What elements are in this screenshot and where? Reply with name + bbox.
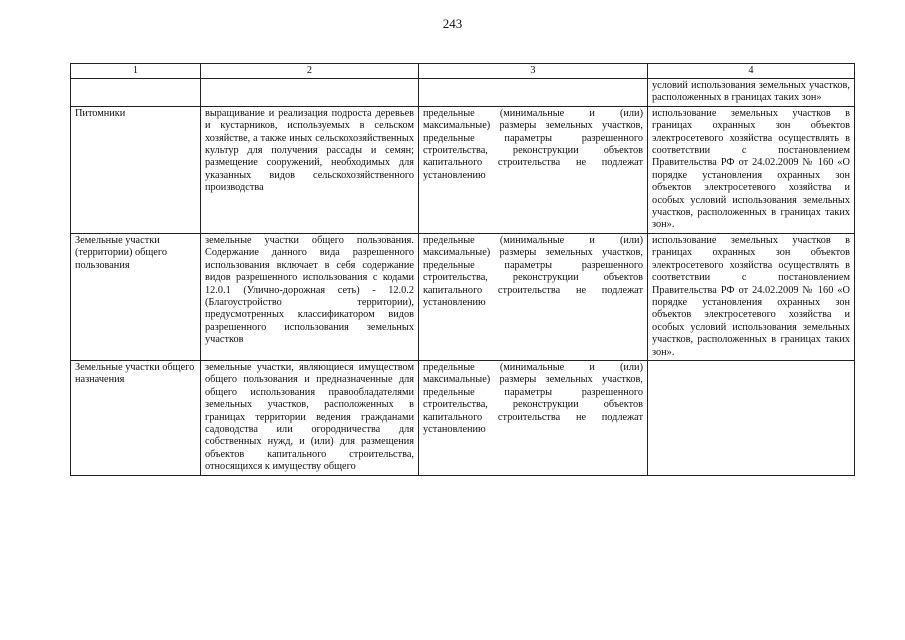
- table-cell: предельные (минимальные и (или) максимальные) размеры земельных участков, предельные параметры разрешенного строительства, реконструкции объектов капитального строительства не подлежат установлению: [419, 233, 648, 360]
- table-cell: предельные (минимальные и (или) максимальные) размеры земельных участков, предельные параметры разрешенного строительства, реконструкции объектов капитального строительства не подлежат установлению: [419, 106, 648, 233]
- table-header-row: [71, 64, 855, 79]
- table-cell: земельные участки, являющиеся имуществом общего пользования и предназначенные для общего использования правообладателями земельных участков, расположенных в границах территории ведения гражданами садоводства или огородничества для собственных нужд, и (или) для размещения объектов капитального строительства, относящихся к имуществу общего: [201, 360, 419, 475]
- zoning-regulations-table: [70, 63, 855, 476]
- table-cell: использование земельных участков в границах охранных зон объектов электросетевого хозяйства осуществлять в соответствии с постановлением Правительства РФ от 24.02.2009 № 160 «О порядке установления охранных зон объектов электросетевого хозяйства и особых условий использования земельных участков, расположенных в границах таких зон».: [648, 233, 855, 360]
- table-cell: Питомники: [71, 106, 201, 233]
- column-header-1: 1: [71, 64, 201, 79]
- table-cell: предельные (минимальные и (или) максимальные) размеры земельных участков, предельные параметры разрешенного строительства, реконструкции объектов капитального строительства не подлежат установлению: [419, 360, 648, 475]
- table-cell: [648, 360, 855, 475]
- table-cell: условий использования земельных участков, расположенных в границах таких зон»: [648, 79, 855, 107]
- page-number: 243: [442, 16, 463, 31]
- table-cell: земельные участки общего пользования. Содержание данного вида разрешенного использования включает в себя содержание видов разрешенного использования с кодами 12.0.1 (Улично-дорожная сеть) - 12.0.2 (Благоустройство территории), предусмотренных классификатором видов разрешенного использования земельных участков: [201, 233, 419, 360]
- table-cell: [71, 79, 201, 107]
- table-cell: использование земельных участков в границах охранных зон объектов электросетевого хозяйства осуществлять в соответствии с постановлением Правительства РФ от 24.02.2009 № 160 «О порядке установления охранных зон объектов электросетевого хозяйства и особых условий использования земельных участков, расположенных в границах таких зон».: [648, 106, 855, 233]
- table-cell: Земельные участки (территории) общего пользования: [71, 233, 201, 360]
- table-row: [71, 106, 855, 233]
- column-header-4: 4: [648, 64, 855, 79]
- table-cell: выращивание и реализация подроста деревьев и кустарников, используемых в сельском хозяйстве, а также иных сельскохозяйственных культур для получения рассады и семян; размещение сооружений, необходимых для указанных видов сельскохозяйственного производства: [201, 106, 419, 233]
- table-row: [71, 233, 855, 360]
- table-cell: Земельные участки общего назначения: [71, 360, 201, 475]
- table-cell: [201, 79, 419, 107]
- table-row: [71, 360, 855, 475]
- table-cell: [419, 79, 648, 107]
- table-row: [71, 79, 855, 107]
- column-header-2: 2: [201, 64, 419, 79]
- column-header-3: 3: [419, 64, 648, 79]
